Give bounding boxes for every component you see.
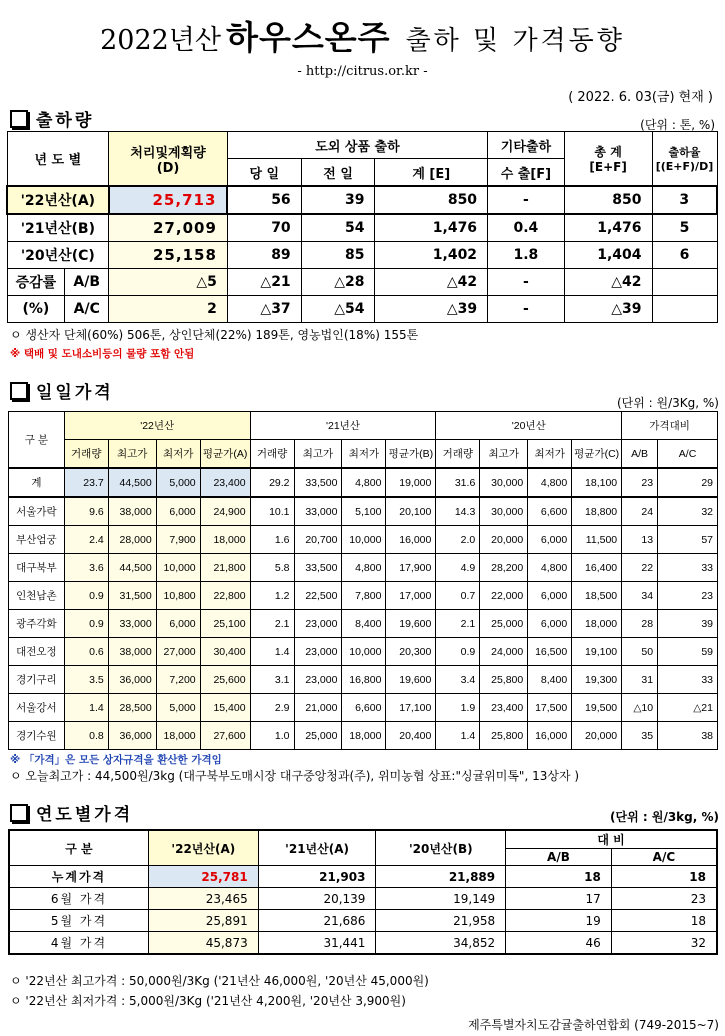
cell-ab: 19 <box>506 910 612 932</box>
section-daily-title <box>10 378 114 403</box>
cell-total: 850 <box>564 186 652 214</box>
cell-rate: 3 <box>652 186 717 214</box>
yearly-unit: (단위 : 원/3kg, %) <box>610 810 719 824</box>
price-cell: 30,000 <box>480 497 528 526</box>
cell-sum: 850 <box>375 186 488 214</box>
price-cell: 28,500 <box>108 694 156 722</box>
price-cell: 16,000 <box>386 526 436 554</box>
subheader-cell: 최고가 <box>480 440 528 469</box>
price-cell: 29 <box>658 468 718 497</box>
price-cell: 36,000 <box>108 666 156 694</box>
price-cell: 18,100 <box>572 468 622 497</box>
cell-y22: 25,781 <box>148 866 258 888</box>
price-cell: 0.7 <box>436 582 480 610</box>
cell-sum: △39 <box>375 296 488 323</box>
price-cell: 38 <box>658 722 718 750</box>
price-cell: 17,500 <box>528 694 572 722</box>
price-cell: 14.3 <box>436 497 480 526</box>
price-cell: 0.8 <box>64 722 108 750</box>
price-cell: 22 <box>622 554 658 582</box>
price-cell: 44,500 <box>108 554 156 582</box>
cell-total: △39 <box>564 296 652 323</box>
price-cell: 15,400 <box>200 694 250 722</box>
daily-unit: (단위 : 원/3Kg, %) <box>616 396 719 410</box>
price-cell: 28,200 <box>480 554 528 582</box>
subheader-cell: 평균가(C) <box>572 440 622 469</box>
cell-sum: 1,402 <box>375 242 488 269</box>
price-cell: 32 <box>658 497 718 526</box>
price-cell: 20,400 <box>386 722 436 750</box>
price-cell: 21,000 <box>294 694 342 722</box>
cell-today: 70 <box>227 214 301 242</box>
price-cell: 28,000 <box>108 526 156 554</box>
price-cell: 6,600 <box>342 694 386 722</box>
cell-y20: 21,958 <box>376 910 506 932</box>
cell-y22: 25,891 <box>148 910 258 932</box>
price-cell: 33 <box>658 554 718 582</box>
price-cell: 31,500 <box>108 582 156 610</box>
subheader-cell: 최고가 <box>108 440 156 469</box>
price-cell: 23,400 <box>200 468 250 497</box>
price-cell: 19,100 <box>572 638 622 666</box>
section-shipment-title <box>10 106 94 131</box>
price-cell: 8,400 <box>342 610 386 638</box>
cell-sum: 1,476 <box>375 214 488 242</box>
price-cell: 19,300 <box>572 666 622 694</box>
price-cell: 1.4 <box>64 694 108 722</box>
row-label: '22년산(A) <box>7 186 109 214</box>
price-cell: 16,400 <box>572 554 622 582</box>
price-cell: 3.1 <box>250 666 294 694</box>
price-cell: 30,000 <box>480 468 528 497</box>
cell-y20: 21,889 <box>376 866 506 888</box>
table-row <box>9 468 718 497</box>
price-cell: 23 <box>622 468 658 497</box>
cell-plan: 25,158 <box>109 242 228 269</box>
market-name: 서울강서 <box>9 694 65 722</box>
price-cell: 0.9 <box>64 610 108 638</box>
price-cell: 2.1 <box>436 610 480 638</box>
price-cell: 57 <box>658 526 718 554</box>
section-yearly-label: 연도별가격 <box>36 805 134 825</box>
header-today: 당 일 <box>227 159 301 187</box>
price-cell: 33 <box>658 666 718 694</box>
cell-y20: 19,149 <box>376 888 506 910</box>
checkbox-icon <box>10 804 28 822</box>
price-cell: 10,000 <box>342 638 386 666</box>
cell-ac: 32 <box>611 932 717 955</box>
cell-y21: 21,686 <box>258 910 376 932</box>
price-cell: 3.5 <box>64 666 108 694</box>
header-sum: 계 [E] <box>375 159 488 187</box>
pct-label: (%) <box>7 296 65 323</box>
price-cell: 39 <box>658 610 718 638</box>
price-cell: 28 <box>622 610 658 638</box>
cell-today: △37 <box>227 296 301 323</box>
price-cell: 33,500 <box>294 468 342 497</box>
price-cell: 19,600 <box>386 666 436 694</box>
subheader-cell: 거래량 <box>250 440 294 469</box>
price-cell: 22,500 <box>294 582 342 610</box>
subheader-cell: 최저가 <box>342 440 386 469</box>
row-label: 누계가격 <box>9 866 148 888</box>
price-cell: 16,800 <box>342 666 386 694</box>
price-cell: 25,800 <box>480 722 528 750</box>
price-cell: 18,500 <box>572 582 622 610</box>
price-cell: 16,500 <box>528 638 572 666</box>
price-cell: 6,000 <box>528 582 572 610</box>
price-cell: 3.6 <box>64 554 108 582</box>
header-y22: '22년산 <box>64 412 250 440</box>
table-row <box>9 638 718 666</box>
section-daily-label: 일일가격 <box>36 383 114 403</box>
cell-rate: 6 <box>652 242 717 269</box>
cell-prev: 39 <box>301 186 375 214</box>
header-category: 구 분 <box>9 830 148 866</box>
subheader-cell: 거래량 <box>64 440 108 469</box>
price-cell: 5,100 <box>342 497 386 526</box>
price-cell: 18,000 <box>342 722 386 750</box>
price-cell: 23,400 <box>480 694 528 722</box>
table-row <box>9 694 718 722</box>
price-cell: △10 <box>622 694 658 722</box>
header-y20: '20년산 <box>436 412 622 440</box>
price-cell: 5.8 <box>250 554 294 582</box>
price-cell: 20,100 <box>386 497 436 526</box>
price-cell: 23,000 <box>294 666 342 694</box>
cell-ab: 18 <box>506 866 612 888</box>
cell-plan: 2 <box>109 296 228 323</box>
header-total: 총 계 [E+F] <box>564 132 652 187</box>
price-cell: 33,000 <box>108 610 156 638</box>
cell-export: - <box>488 186 565 214</box>
cell-rate <box>652 296 717 323</box>
price-cell: 0.9 <box>64 582 108 610</box>
cell-today: 56 <box>227 186 301 214</box>
header-y20: '20년산(B) <box>376 830 506 866</box>
cell-y22: 23,465 <box>148 888 258 910</box>
price-cell: 20,300 <box>386 638 436 666</box>
subheader-cell: 평균가(B) <box>386 440 436 469</box>
subheader-cell: A/B <box>622 440 658 469</box>
price-cell: 4,800 <box>342 468 386 497</box>
cell-export: - <box>488 296 565 323</box>
price-cell: 34 <box>622 582 658 610</box>
cell-ab: 46 <box>506 932 612 955</box>
price-cell: 25,000 <box>480 610 528 638</box>
price-cell: 6,000 <box>156 610 200 638</box>
header-other: 기타출하 <box>488 132 565 159</box>
cell-prev: △28 <box>301 269 375 296</box>
price-cell: 17,000 <box>386 582 436 610</box>
price-cell: 18,000 <box>200 526 250 554</box>
cell-plan: 25,713 <box>109 186 228 214</box>
price-cell: 1.0 <box>250 722 294 750</box>
source-url: - http://citrus.or.kr - <box>297 64 428 79</box>
price-cell: 24,900 <box>200 497 250 526</box>
price-cell: 5,000 <box>156 468 200 497</box>
row-label: 6월 가격 <box>9 888 148 910</box>
price-cell: 4,800 <box>528 554 572 582</box>
market-name: 부산엄궁 <box>9 526 65 554</box>
price-cell: 25,800 <box>480 666 528 694</box>
price-cell: 10,800 <box>156 582 200 610</box>
cell-total: 1,476 <box>564 214 652 242</box>
section-yearly-title <box>10 800 133 825</box>
header-y21: '21년산 <box>250 412 436 440</box>
cell-y21: 20,139 <box>258 888 376 910</box>
price-cell: 1.2 <box>250 582 294 610</box>
price-cell: 4.9 <box>436 554 480 582</box>
header-ab: A/B <box>506 849 612 866</box>
cell-y21: 21,903 <box>258 866 376 888</box>
price-cell: 18,000 <box>156 722 200 750</box>
daily-top-price: ㅇ 오늘최고가 : 44,500원/3kg (대구북부도매시장 대구중앙청과(주), 위미농협 상표:"싱귤위미톡", 13상자 ) <box>10 769 580 783</box>
subheader-cell: 평균가(A) <box>200 440 250 469</box>
price-cell: 1.4 <box>250 638 294 666</box>
cell-rate: 5 <box>652 214 717 242</box>
price-cell: 11,500 <box>572 526 622 554</box>
cell-plan: 27,009 <box>109 214 228 242</box>
header-y22: '22년산(A) <box>148 830 258 866</box>
table-row <box>9 610 718 638</box>
price-cell: 23.7 <box>64 468 108 497</box>
price-cell: 16,000 <box>528 722 572 750</box>
cell-export: 1.8 <box>488 242 565 269</box>
price-cell: 19,600 <box>386 610 436 638</box>
price-cell: 13 <box>622 526 658 554</box>
market-name: 경기구리 <box>9 666 65 694</box>
row-label: 5월 가격 <box>9 910 148 932</box>
table-row <box>9 497 718 526</box>
price-cell: 21,800 <box>200 554 250 582</box>
price-cell: 4,800 <box>528 468 572 497</box>
row-label: A/B <box>65 269 109 296</box>
price-cell: 20,000 <box>572 722 622 750</box>
daily-note: ※ 「가격」은 모든 상자규격을 환산한 가격임 <box>10 754 222 766</box>
price-cell: 0.9 <box>436 638 480 666</box>
price-cell: 8,400 <box>528 666 572 694</box>
shipment-table <box>6 131 718 323</box>
cell-today: △21 <box>227 269 301 296</box>
cell-y22: 45,873 <box>148 932 258 955</box>
as-of-date: ( 2022. 6. 03(금) 현재 ) <box>568 90 713 105</box>
price-cell: 25,000 <box>294 722 342 750</box>
cell-prev: 54 <box>301 214 375 242</box>
price-cell: 17,900 <box>386 554 436 582</box>
yearly-price-table <box>8 829 718 955</box>
cell-ac: 23 <box>611 888 717 910</box>
table-row <box>9 526 718 554</box>
price-cell: 10,000 <box>156 554 200 582</box>
price-cell: 20,700 <box>294 526 342 554</box>
cell-sum: △42 <box>375 269 488 296</box>
cell-ac: 18 <box>611 910 717 932</box>
price-cell: 6,600 <box>528 497 572 526</box>
daily-price-table <box>8 411 718 750</box>
cell-ac: 18 <box>611 866 717 888</box>
header-ac: A/C <box>611 849 717 866</box>
subheader-cell: A/C <box>658 440 718 469</box>
price-cell: 30,400 <box>200 638 250 666</box>
market-name: 인천남촌 <box>9 582 65 610</box>
subheader-cell: 거래량 <box>436 440 480 469</box>
price-cell: 17,100 <box>386 694 436 722</box>
cell-total: 1,404 <box>564 242 652 269</box>
price-cell: 33,000 <box>294 497 342 526</box>
checkbox-icon <box>10 382 28 400</box>
checkbox-icon <box>10 110 28 128</box>
price-cell: 3.4 <box>436 666 480 694</box>
price-cell: 24,000 <box>480 638 528 666</box>
shipment-unit: (단위 : 톤, %) <box>640 118 715 132</box>
price-cell: 2.1 <box>250 610 294 638</box>
cell-ab: 17 <box>506 888 612 910</box>
price-cell: 29.2 <box>250 468 294 497</box>
price-cell: 19,500 <box>572 694 622 722</box>
table-row <box>9 554 718 582</box>
cell-prev: 85 <box>301 242 375 269</box>
price-cell: 10,000 <box>342 526 386 554</box>
price-cell: 31 <box>622 666 658 694</box>
yearly-max-note: ㅇ '22년산 최고가격 : 50,000원/3Kg ('21년산 46,000원, '20년산 45,000원) <box>10 974 429 988</box>
price-cell: 6,000 <box>528 610 572 638</box>
price-cell: 18,000 <box>572 610 622 638</box>
table-row <box>9 582 718 610</box>
diff-label: 증감률 <box>7 269 65 296</box>
header-category: 구 분 <box>9 412 65 469</box>
header-domestic: 도외 상품 출하 <box>227 132 487 159</box>
price-cell: 27,600 <box>200 722 250 750</box>
page-title <box>0 12 725 59</box>
market-name: 경기수원 <box>9 722 65 750</box>
price-cell: 22,000 <box>480 582 528 610</box>
header-year: 년 도 별 <box>7 132 109 187</box>
header-plan: 처리및계획량 (D) <box>109 132 228 187</box>
table-row <box>9 666 718 694</box>
price-cell: 2.4 <box>64 526 108 554</box>
price-cell: 25,100 <box>200 610 250 638</box>
section-shipment-label: 출하량 <box>36 111 95 131</box>
cell-today: 89 <box>227 242 301 269</box>
header-compare: 대 비 <box>506 830 717 849</box>
price-cell: 20,000 <box>480 526 528 554</box>
cell-y21: 31,441 <box>258 932 376 955</box>
price-cell: 7,200 <box>156 666 200 694</box>
price-cell: △21 <box>658 694 718 722</box>
price-cell: 1.4 <box>436 722 480 750</box>
price-cell: 9.6 <box>64 497 108 526</box>
price-cell: 0.6 <box>64 638 108 666</box>
price-cell: 24 <box>622 497 658 526</box>
row-label: A/C <box>65 296 109 323</box>
cell-export: 0.4 <box>488 214 565 242</box>
price-cell: 23,000 <box>294 610 342 638</box>
header-rate: 출하율 [(E+F)/D] <box>652 132 717 187</box>
row-label: '20년산(C) <box>7 242 109 269</box>
price-cell: 2.9 <box>250 694 294 722</box>
title-brand: 하우스온주 <box>226 18 391 57</box>
price-cell: 6,000 <box>156 497 200 526</box>
yearly-min-note: ㅇ '22년산 최저가격 : 5,000원/3Kg ('21년산 4,200원, '20년산 3,900원) <box>10 994 406 1008</box>
market-name: 광주각화 <box>9 610 65 638</box>
market-name: 계 <box>9 468 65 497</box>
cell-export: - <box>488 269 565 296</box>
market-name: 대전오정 <box>9 638 65 666</box>
price-cell: 59 <box>658 638 718 666</box>
price-cell: 2.0 <box>436 526 480 554</box>
price-cell: 1.9 <box>436 694 480 722</box>
price-cell: 36,000 <box>108 722 156 750</box>
price-cell: 5,000 <box>156 694 200 722</box>
cell-y20: 34,852 <box>376 932 506 955</box>
shipment-warning: ※ 택배 및 도내소비등의 물량 포함 안됨 <box>10 348 195 360</box>
price-cell: 4,800 <box>342 554 386 582</box>
header-export: 수 출[F] <box>488 159 565 187</box>
subheader-cell: 최고가 <box>294 440 342 469</box>
subheader-cell: 최저가 <box>156 440 200 469</box>
price-cell: 1.6 <box>250 526 294 554</box>
price-cell: 23,000 <box>294 638 342 666</box>
price-cell: 6,000 <box>528 526 572 554</box>
price-cell: 18,800 <box>572 497 622 526</box>
row-label: '21년산(B) <box>7 214 109 242</box>
price-cell: 33,500 <box>294 554 342 582</box>
title-subtitle: 출하 및 가격동향 <box>405 26 625 56</box>
price-cell: 27,000 <box>156 638 200 666</box>
price-cell: 19,000 <box>386 468 436 497</box>
table-row <box>9 722 718 750</box>
price-cell: 22,800 <box>200 582 250 610</box>
price-cell: 25,600 <box>200 666 250 694</box>
footer-org: 제주특별자치도감귤출하연합회 (749-2015~7) <box>468 1018 719 1032</box>
price-cell: 31.6 <box>436 468 480 497</box>
shipment-note: ㅇ 생산자 단체(60%) 506톤, 상인단체(22%) 189톤, 영농법인(18%) 155톤 <box>10 328 419 342</box>
price-cell: 35 <box>622 722 658 750</box>
header-prev: 전 일 <box>301 159 375 187</box>
price-cell: 23 <box>658 582 718 610</box>
cell-total: △42 <box>564 269 652 296</box>
price-cell: 10.1 <box>250 497 294 526</box>
price-cell: 38,000 <box>108 497 156 526</box>
market-name: 서울가락 <box>9 497 65 526</box>
price-cell: 44,500 <box>108 468 156 497</box>
title-year: 2022년산 <box>100 25 221 56</box>
cell-prev: △54 <box>301 296 375 323</box>
header-compare: 가격대비 <box>622 412 718 440</box>
cell-plan: △5 <box>109 269 228 296</box>
price-cell: 38,000 <box>108 638 156 666</box>
header-y21: '21년산(A) <box>258 830 376 866</box>
price-cell: 7,800 <box>342 582 386 610</box>
subheader-cell: 최저가 <box>528 440 572 469</box>
market-name: 대구북부 <box>9 554 65 582</box>
cell-rate <box>652 269 717 296</box>
row-label: 4월 가격 <box>9 932 148 955</box>
price-cell: 50 <box>622 638 658 666</box>
price-cell: 7,900 <box>156 526 200 554</box>
